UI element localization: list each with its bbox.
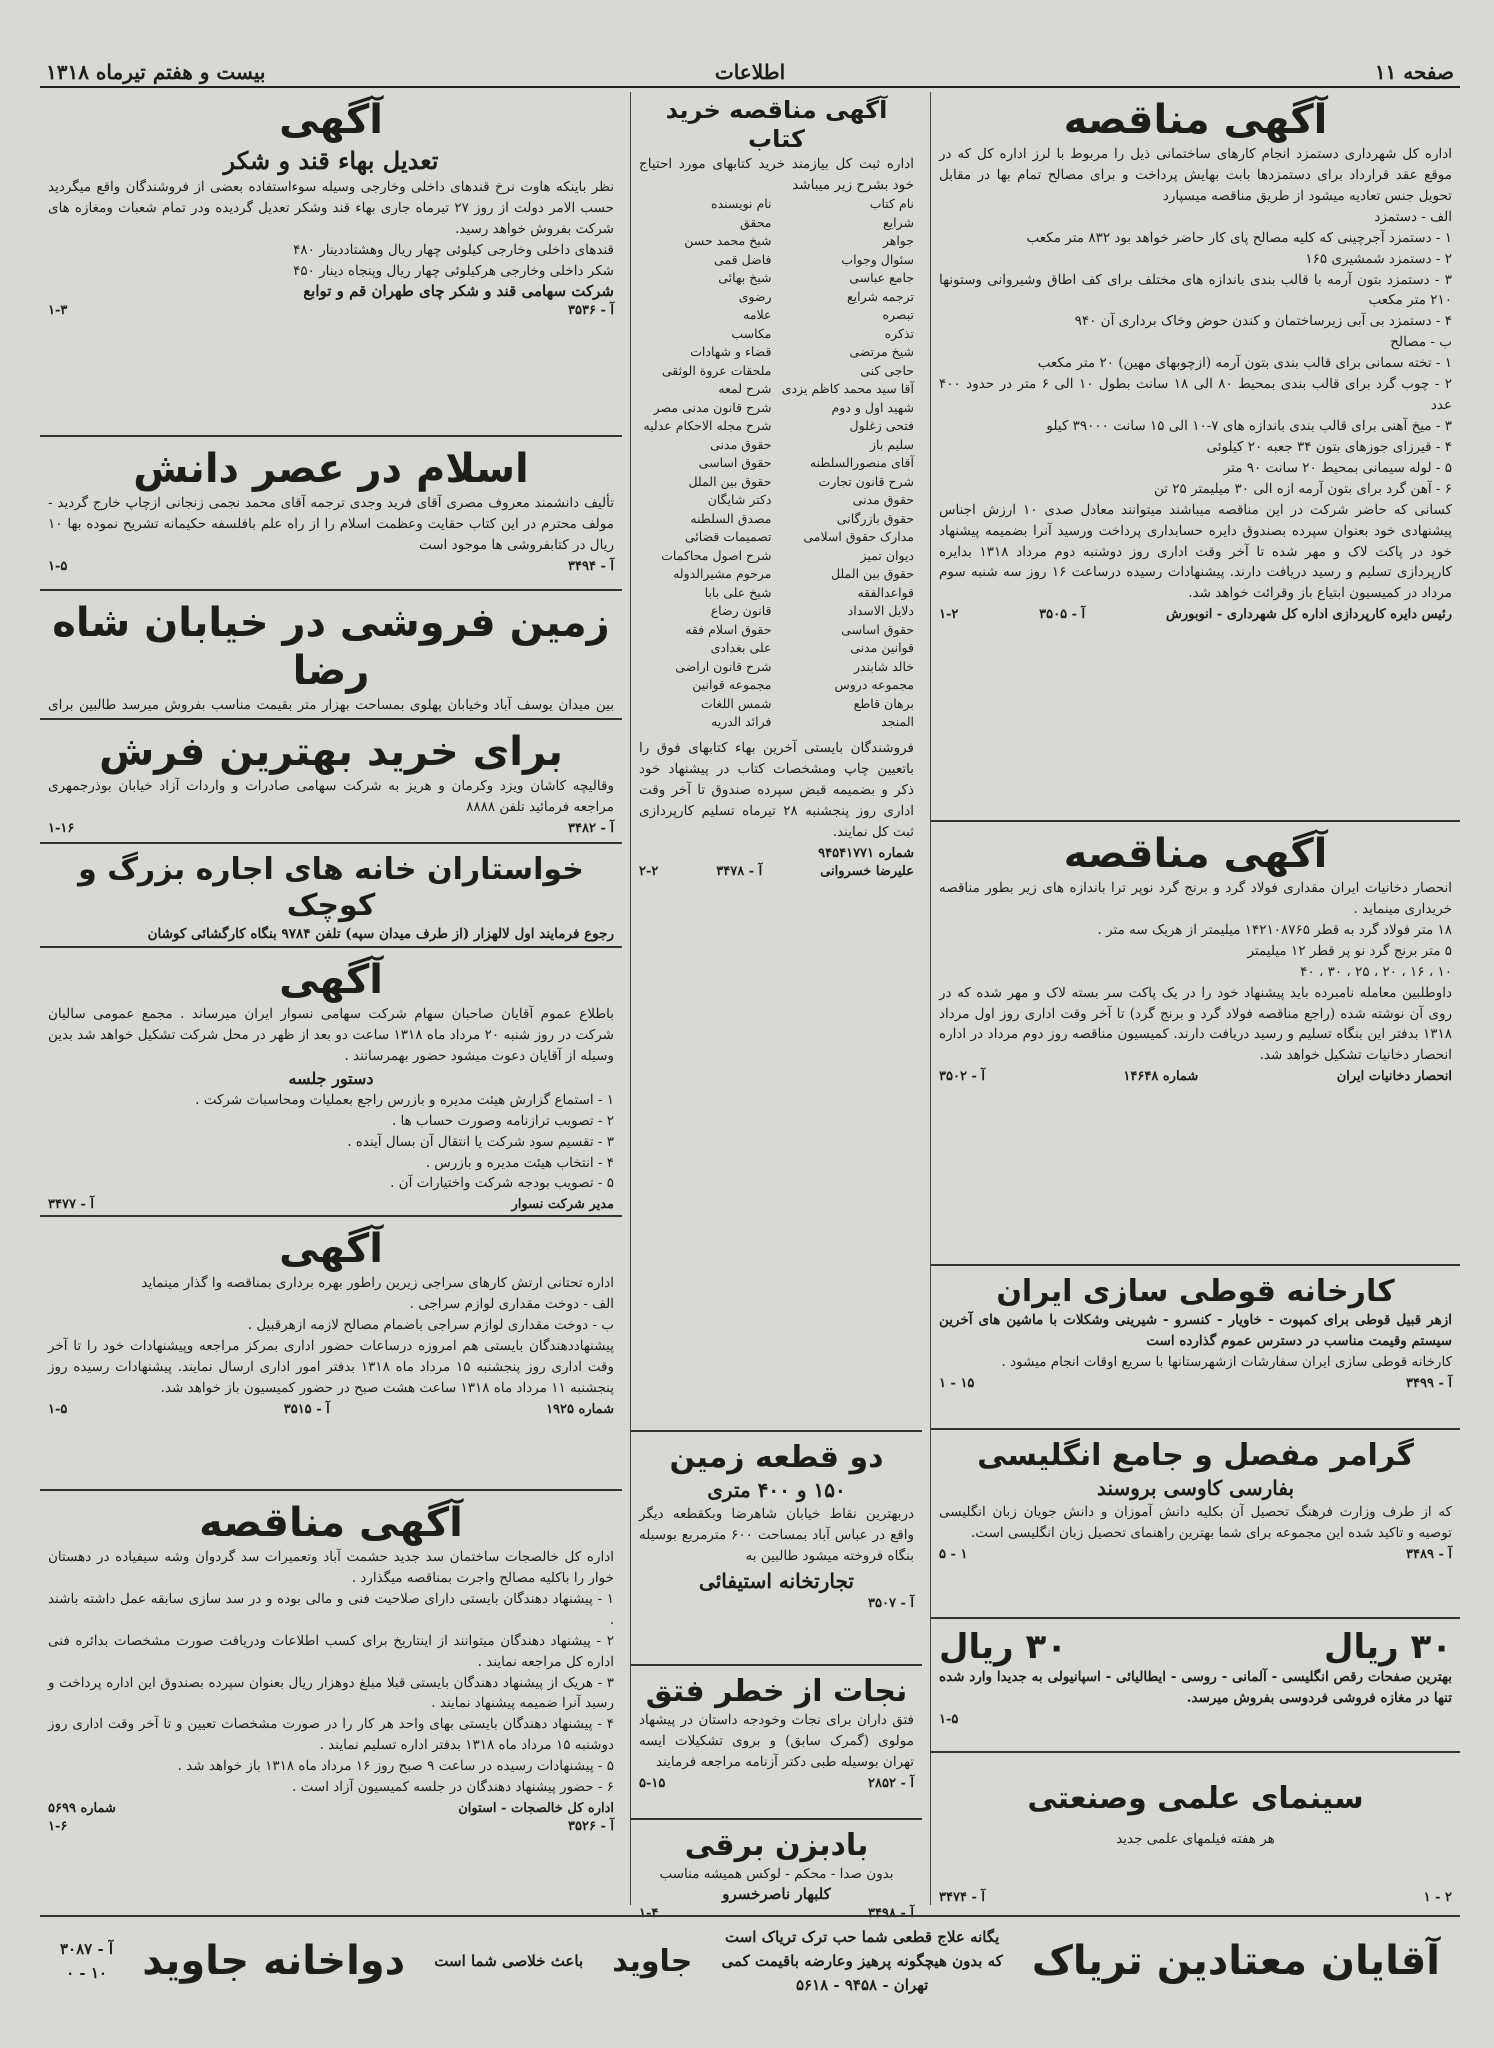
book-entry: شیخ علی بابا [704, 584, 772, 600]
ad-body: وقالیچه کاشان ویزد وکرمان و هریز به شرکت سهامی صادرات و واردات آزاد خیابان بوذرجمهری مراجعه فرمائید تلفن ۸۸۸۸ [48, 778, 614, 815]
ad-footer [939, 607, 1452, 622]
list-item: ۵ متر برنج گرد نو پر قطر ۱۲ میلیمتر [1247, 942, 1452, 959]
book-entry: شرایع [883, 214, 914, 230]
left-column [40, 92, 622, 1905]
ad-footer [939, 1890, 1452, 1905]
ad-ref: آ - ۳۴۹۹ [1406, 1375, 1452, 1391]
book-entry: شیخ محمد حسن [684, 233, 772, 249]
list-item: الف - دوخت مقداری لوازم سراجی . [409, 1295, 614, 1312]
list-item: ۱۸ متر فولاد گرد به قطر ۱۴۲۱۰۸۷۶۵ میلیمتر از هریک سه متر . [1097, 921, 1452, 938]
book-entry: رضوی [738, 288, 772, 304]
list-item: ۴ - دستمزد بی آبی زیرساختمان و کندن حوض وخاک برداری آن ۹۴۰ [1074, 313, 1452, 330]
ad-signer: کلبهار ناصرخسرو [722, 1884, 831, 1903]
list-item: ۱ - استماع گزارش هیئت مدیره و بازرس راجع بعملیات ومحاسبات شرکت . [195, 1091, 614, 1108]
ad-code: ۱-۳ [48, 302, 68, 318]
ad-ref: آ - ۳۵۰۷ [868, 1595, 914, 1611]
ad-footer [939, 1547, 1452, 1562]
book-entry: حقوق مدنی [852, 492, 914, 508]
ad-body: هر هفته فیلمهای علمی جدید [1116, 1831, 1275, 1847]
saddlery-tender-ad [40, 1221, 622, 1491]
ad-author: بفارسی کاوسی بروسند [1096, 1476, 1295, 1500]
book-entry: قانون رضاع [710, 603, 772, 619]
ad-body: که از طرف وزارت فرهنگ تحصیل آن بکلیه دانش آموزان و دانش جویان زبان انگلیسی توصیه و تاکید شده این مجموعه برای شما بهترین راهنمای تحصیل زبان انگلیسی است. [939, 1504, 1452, 1541]
ad-body: انحصار دخانیات ایران مقداری فولاد گرد و برنج گرد نوپر ترا باندازه های زیر بطور مناقصه خریداری مینماید . [939, 880, 1452, 917]
book-entry: ترجمه شرایع [847, 288, 914, 304]
ad-body: تألیف دانشمند معروف مصری آقای فرید وجدی ترجمه آقای محمد نجمی زنجانی ازچاپ خارج گردید - مولف محترم در این کتاب حقایت وعظمت اسلام را از راه علم بافلسفه حکیمانه تشریح نموده بها ۱۰ ریال در کتابفروشی ها موجود است [48, 495, 614, 553]
opium-cure-banner [40, 1915, 1460, 2005]
book-entry: حقوق اساسی [698, 455, 772, 471]
ad-ref: آ - ۲۸۵۲ [868, 1775, 914, 1791]
ad-ref: آ - ۳۵۱۵ [283, 1401, 330, 1417]
book-entry: المنجد [881, 714, 914, 730]
ad-body: باطلاع عموم آقایان صاحبان سهام شرکت سهامی نسوار ایران میرساند . مجمع عمومی سالیان شرکت در روز شنبه ۲۰ مرداد ماه ۱۳۱۸ ساعت دو بعد از ظهر در محل شرکت تشکیل خواهد شد بدین وسیله از آقایان دعوت میشود حضور بهمرسانند . [48, 1006, 614, 1064]
book-entry: حقوق بین الملل [688, 473, 772, 489]
paper-name: اطلاعات [714, 60, 786, 84]
ad-code: ۲-۲ [639, 863, 659, 879]
book-entry: شرح اصول محاکمات [661, 547, 772, 563]
ad-footer [48, 1801, 614, 1816]
book-entry: فتحی زغلول [849, 418, 914, 434]
ad-num: شماره ۹۴۵۴۱۷۷۱ [818, 845, 914, 861]
ad-num: شماره ۱۴۶۴۸ [1123, 1069, 1199, 1085]
book-entry: حقوق مدنی [710, 436, 772, 452]
carpet-ad [40, 724, 622, 844]
middle-column [630, 92, 922, 1921]
ad-title: کارخانه قوطی سازی ایران [996, 1274, 1395, 1309]
book-entry: خالد شابندر [853, 658, 914, 674]
list-item: ب - دوخت مقداری لوازم سراجی باضمام مصالح لازمه ازهرقبیل . [247, 1316, 614, 1333]
ad-body: ازهر قبیل قوطی برای کمپوت - خاویار - کنسرو - شیرینی وشکلات با ماشین های آخرین سیستم وقیمت مناسب در دسترس عموم گذارده است [939, 1312, 1452, 1349]
book-entry: شرح قانون اراضی [675, 658, 772, 674]
book-entry: مجموعه دروس [834, 677, 914, 693]
list-item: ۵ - تصویب بودجه شرکت واختیارات آن . [390, 1175, 614, 1192]
book-entry: برهان قاطع [853, 695, 914, 711]
book-list [639, 195, 914, 732]
ad-title: گرامر مفصل و جامع انگلیسی [977, 1438, 1414, 1473]
book-entry: شرح قانون تجارت [818, 473, 914, 489]
book-entry: محقق [739, 214, 772, 230]
ad-ref: آ - ۳۴۹۸ [868, 1905, 914, 1921]
ad-num: شماره ۱۹۲۵ [546, 1401, 614, 1417]
hernia-ad [631, 1670, 922, 1820]
book-entry: شرح مجله الاحکام عدلیه [643, 418, 772, 434]
ad-body: نظر باینکه هاوت نرخ قندهای داخلی وخارجی وسیله سوءاستفاده بعضی از فروشندگان واقع میگردید حسب الامر دولت از روز ۲۷ تیرماه جاری بهاء قند وشکر تعدیل گردیده ودر تمام شعبات ومغازه های شرکت بفروش خواهد رسید. [48, 179, 614, 237]
ad-code: ۱-۲ [939, 607, 959, 623]
banner-brand: جاوید [612, 1943, 693, 1979]
list-item: قندهای داخلی وخارجی کیلوئی چهار ریال وهشتاددینار ۴۸۰ [293, 241, 614, 258]
ad-intro: اداره ثبت کل بیازمند خرید کتابهای مورد احتیاج خود بشرح زیر میباشد [639, 155, 914, 193]
ad-ref: آ - ۳۴۷۸ [716, 863, 763, 879]
ad-title: خواستاران خانه های اجاره بزرگ و کوچک [78, 852, 584, 923]
ad-footer-2 [639, 864, 914, 879]
book-entry: آقا سید محمد کاظم یزدی [781, 381, 914, 397]
list-item: ۱ - دستمزد آجرچینی که کلیه مصالح پای کار حاضر خواهد بود ۸۳۲ متر مکعب [1026, 229, 1452, 246]
list-item: ۴ - انتخاب هیئت مدیره و بازرس . [425, 1154, 614, 1171]
banner-line: باعث خلاصی شما است [434, 1952, 584, 1970]
book-entry: حاجی کنی [860, 362, 914, 378]
ad-body: فروشندگان بایستی آخرین بهاء کتابهای فوق را باتعیین چاپ ومشخصات کتاب در پیشنهاد خود ذکر و بضمیمه قبض سپرده صندوق تا آخر وقت اداری روز پنجشنبه ۲۸ تیرماه تسلیم کارپردازی ثبت کل نمایند. [639, 739, 914, 840]
price-tag: ۳۰ ریال [939, 1627, 1067, 1667]
book-entry: مکاسب [731, 325, 772, 341]
ad-ref: آ - ۳۵۰۲ [939, 1069, 985, 1085]
book-entry: حقوق بازرگانی [836, 510, 914, 526]
book-entry: دیوان تمیز [860, 547, 914, 563]
ad-signer: علیرضا خسروانی [820, 863, 914, 879]
ad-ref: آ - ۳۵۲۶ [568, 1819, 614, 1835]
book-entry: شمس اللغات [700, 695, 772, 711]
ad-title: اسلام در عصر دانش [133, 446, 529, 492]
book-entry: حقوق بین الملل [830, 566, 914, 582]
ad-title: برای خرید بهترین فرش [99, 729, 563, 775]
book-entry: شیخ بهائی [718, 270, 772, 286]
book-entry: مجموعه قوانین [692, 677, 772, 693]
list-item: ۱ - پیشنهاد دهندگان بایستی دارای صلاحیت فنی و مالی بوده و در سد سازی سابقه عمل داشته باشند . [48, 1590, 614, 1628]
land-ad [631, 1436, 922, 1666]
banner-line: که بدون هیچگونه پرهیز وعارضه باقیمت کمی [721, 1952, 1003, 1970]
newspaper-page [40, 40, 1460, 2015]
ad-signer: شرکت سهامی قند و شکر چای طهران قم و توابع [303, 281, 614, 300]
ad-body-2: پیشنهاددهندگان بایستی هم امروزه درساعات حضور اداری بمرکز مراجعه وپیشنهادات خود را تا آخر وقت اداری روز پنجشنبه ۱۵ مرداد ماه ۱۳۱۸ بدفتر امور اداری ارسال نمایند. پیشنهادات رسیده روز پنجشنبه ۱۱ مرداد ماه ۱۳۱۸ ساعت هشت صبح در حضور کمیسیون باز خواهد شد. [48, 1337, 614, 1396]
ad-num: شماره ۵۶۹۹ [48, 1801, 116, 1817]
ad-body: بهترین صفحات رقص انگلیسی - آلمانی - روسی - ایطالیائی - اسپانیولی به جدیدا وارد شده تنها در مغازه فروشی فردوسی بفروش میرسد. [939, 1669, 1452, 1706]
list-item: ۳ - تقسیم سود شرکت یا انتقال آن بسال آینده . [347, 1133, 614, 1150]
ad-code: ۱-۵ [48, 558, 68, 574]
grammar-book-ad [931, 1434, 1460, 1619]
ad-title: آگهی مناقصه [199, 1500, 463, 1546]
book-entry: تصمیمات قضائی [684, 529, 772, 545]
book-entry: نام کتاب [869, 196, 914, 212]
ad-body: اداره کل خالصجات ساختمان سد جدید حشمت آباد وتعمیرات سد گردوان وشه سیفیاده در دهستان خوار را باکلیه مصالح واجرت بمناقصه میگذارد . [48, 1549, 614, 1586]
ad-body: دربهترین نقاط خیابان شاهرضا وبکقطعه دیگر واقع در عباس آباد بمساحت ۶۰۰ مترمربع بوسیله بنگاه فروخته میشود طالبین به [639, 1506, 914, 1564]
ad-body-2: داوطلبین معامله نامبرده باید پیشنهاد خود را در یک پاکت سر بسته لاک و مهر شده که در روی آن نوشته شده (راجع مناقصه فولاد گرد و برنج گرد) تا آخر وقت اداری روز اول مرداد ۱۳۱۸ بدفتر این بنگاه تسلیم و رسید دریافت دارند. کمیسیون مناقصه روز دوم مرداد در اداره انحصار دخانیات تشکیل خواهد شد. [939, 984, 1452, 1064]
list-item: ۱۰ ، ۱۶ ، ۲۰ ، ۲۵ ، ۳۰ ، ۴۰ [1300, 963, 1452, 980]
ad-footer [939, 1376, 1452, 1391]
ad-footer [639, 1776, 914, 1791]
ad-signer: رئیس دایره کارپردازی اداره کل شهرداری - انوبورش [1165, 607, 1452, 623]
ad-footer [48, 1402, 614, 1417]
list-item: ب - مصالح [1390, 334, 1452, 351]
shareholders-meeting-ad [40, 952, 622, 1217]
price-tag: ۳۰ ریال [1324, 1627, 1452, 1667]
ad-items [939, 207, 1452, 500]
ad-footer [48, 1197, 614, 1212]
list-item: ۲ - دستمزد شمشیری ۱۶۵ [1305, 250, 1452, 267]
list-item: ۶ - حضور پیشنهاد دهندگان در جلسه کمیسیون آزاد است . [292, 1779, 614, 1796]
list-item: ۶ - آهن گرد برای بتون آرمه ازه الی ۳۰ میلیمتر ۲۵ تن [1153, 480, 1452, 497]
page-number: صفحه ۱۱ [1374, 60, 1454, 84]
banner-middle-2 [434, 1949, 583, 1973]
ad-title: آگهی [279, 1226, 383, 1272]
ad-title: آگهی مناقصه [1063, 97, 1328, 143]
ad-contact: تجارتخانه استیفائی [699, 1568, 854, 1593]
ad-code: ۱۰ - ۰ [66, 1964, 107, 1982]
book-entry: شرح لمعه [718, 381, 772, 397]
book-entry: قضاء و شهادات [690, 344, 772, 360]
book-entry: سئوال وجواب [841, 251, 914, 267]
ad-code: ۱-۴ [639, 1905, 659, 1921]
book-entry: شهید اول و دوم [831, 399, 914, 415]
ad-code: ۲ - ۱ [1423, 1889, 1452, 1905]
ad-title: بادبزن برقی [684, 1828, 869, 1863]
ad-footer-2 [48, 1819, 614, 1834]
book-entry: فاضل قمی [714, 251, 772, 267]
list-item: ۲ - پیشنهاد دهندگان میتوانند از اینتاریخ برای کسب اطلاعات ودریافت صورت مشخصات بدائره فنی اداره کل مراجعه نمایند . [48, 1632, 614, 1670]
list-item: ۵ - لوله سیمانی بمحیط ۲۰ سانت ۹۰ متر [1223, 459, 1452, 476]
ad-title: آگهی مناقصه خرید کتاب [665, 96, 888, 153]
book-entry: سلیم باز [869, 436, 914, 452]
ad-title: نجات از خطر فتق [645, 1674, 908, 1709]
ad-signer: انحصار دخانیات ایران [1336, 1069, 1452, 1085]
right-column [930, 92, 1460, 1905]
book-entry: دلایل الاسداد [847, 603, 914, 619]
ad-title: آگهی [279, 957, 383, 1003]
dam-tender-ad [40, 1495, 622, 1967]
ad-title: زمین فروشی در خیابان شاه رضا [52, 600, 610, 694]
book-entry: علی بغدادی [710, 640, 772, 656]
book-entry: فرائد الدریه [711, 714, 772, 730]
ad-footer [939, 1069, 1452, 1084]
ad-ref: آ - ۳۴۸۲ [568, 820, 614, 836]
list-item: ۳ - هریک از پیشنهاد دهندگان بایستی قبلا مبلغ دوهزار ریال بعنوان سپرده بصندوق این اداره پرداخت و رسید آنرا ضمیمه پیشنهاد نمایند . [48, 1674, 614, 1712]
ad-body: اداره تحتانی ارتش کارهای سراجی زیرین راطور بهره برداری بمناقصه وا گذار مینماید [141, 1275, 614, 1291]
ad-ref: آ - ۳۴۷۷ [48, 1197, 94, 1213]
ad-ref: آ - ۳۴۸۹ [1406, 1546, 1452, 1562]
book-entry: قوانین مدنی [850, 640, 914, 656]
ad-title: سینمای علمی وصنعتی [1027, 1781, 1364, 1816]
ad-signer: مدیر شرکت نسوار [511, 1197, 614, 1213]
ad-code: ۱-۵ [48, 1401, 68, 1417]
ad-ref: آ - ۳۴۹۴ [568, 558, 614, 574]
book-entry: حقوق اسلام فقه [685, 621, 772, 637]
page-header [40, 58, 1460, 88]
ad-code: ۵-۱۵ [639, 1775, 666, 1791]
book-entry: شیخ مرتضی [849, 344, 914, 360]
ad-body: فتق داران برای نجات وخودجه داستان در پیشهاد مولوی (گمرک سابق) و بروی تشکیلات ایسه تهران بوسیله طبی دکتر آزنامه مراجعه فرمایند [639, 1712, 914, 1770]
records-ad [931, 1623, 1460, 1753]
book-entry: تذکره [884, 325, 914, 341]
book-entry: مصدق السلطنه [690, 510, 772, 526]
list-item: ۳ - دستمزد بتون آرمه با قالب بندی باندازه های مختلف برای کف اطاق وشیروانی وستونها ۲۱۰ متر مکعب [939, 271, 1452, 309]
tender-ad-2 [931, 826, 1460, 1266]
tender-ad-1 [931, 92, 1460, 822]
book-entry: مدارک حقوق اسلامی [803, 529, 914, 545]
banner-headline: آقایان معتادین تریاک [1031, 1938, 1440, 1984]
ad-footer [48, 303, 614, 318]
ad-ref: آ - ۳۵۰۵ [1039, 607, 1086, 623]
list-item: الف - دستمزد [1374, 208, 1452, 225]
book-entry: ملحقات عروة الوثقی [661, 362, 772, 378]
agenda-title: دستور جلسه [288, 1068, 374, 1088]
issue-date: بیست و هفتم تیرماه ۱۳۱۸ [46, 60, 266, 84]
ad-sub: تعدیل بهاء قند و شکر [223, 146, 439, 175]
banner-line: تهران - ۹۴۵۸ - ۵۶۱۸ [795, 1976, 929, 1994]
list-item: شکر داخلی وخارجی هرکیلوئی چهار ریال وپنجاه دینار ۴۵۰ [293, 262, 614, 279]
ad-footer [639, 846, 914, 861]
ad-code: ۱۵ - ۱ [939, 1375, 975, 1391]
ad-ref: آ - ۳۰۸۷ [60, 1940, 114, 1958]
book-entry: حقوق اساسی [841, 621, 914, 637]
price-row [939, 1627, 1452, 1667]
list-item: ۱ - تخته سمانی برای قالب بندی بتون آرمه (ازچوبهای مهین) ۲۰ متر مکعب [1037, 355, 1452, 372]
can-factory-ad [931, 1270, 1460, 1430]
ad-footer [939, 1712, 1452, 1727]
rental-houses-ad [40, 848, 622, 948]
ad-signer: اداره کل خالصجات - استوان [458, 1801, 614, 1817]
book-islam-ad [40, 441, 622, 591]
book-entry: مرحوم مشیرالدوله [673, 566, 772, 582]
land-sale-ad [40, 595, 622, 720]
book-entry: قواعدالفقه [857, 584, 914, 600]
book-entry: علامه [743, 307, 772, 323]
ad-sub: ۱۵۰ و ۴۰۰ متری [707, 1478, 846, 1502]
ad-body: رجوع فرمایند اول لالهزار (از طرف میدان سپه) تلفن ۹۷۸۴ بنگاه کارگشائی کوشان [147, 926, 614, 942]
list-item: ۴ - قیرزای جوزهای بتون ۳۴ جعبه ۲۰ کیلوئی [1206, 438, 1452, 455]
ad-body: بین میدان یوسف آباد وخیابان پهلوی بمساحت بهزار متر بقیمت مناسب بفروش میرسد طالبین برای [48, 697, 614, 713]
ad-body: اداره کل شهرداری دستمزد انجام کارهای ساختمانی ذیل را مربوط با لرز اداره کل که در موقع عقد قرارداد برای دستمزدها بابت بهایش پرداخت و برای مصالح تمام بها در مقابل تحویل جنس تعادیه میشود از طریق مناقصه میسپارد [939, 146, 1452, 204]
list-item: ۲ - چوب گرد برای قالب بندی بمحیط ۸۰ الی ۱۸ سانت بطول ۱۰ الی ۶ متر در حدود ۴۰۰ عدد [939, 376, 1453, 414]
book-entry: نام نویسنده [711, 196, 772, 212]
ad-ref: آ - ۳۴۷۴ [939, 1889, 985, 1905]
ad-title: آگهی مناقصه [1063, 831, 1328, 877]
list-item: ۲ - تصویب ترازنامه وصورت حساب ها . [391, 1112, 614, 1129]
ad-ref: آ - ۳۵۳۶ [568, 302, 614, 318]
book-tender-ad [631, 92, 922, 1432]
ad-code: ۱-۵ [939, 1711, 959, 1727]
book-entry: دکتر شایگان [707, 492, 772, 508]
book-entry: آقای منصورالسلطنه [809, 455, 914, 471]
ad-footer [639, 1596, 914, 1611]
banner-middle [721, 1925, 1002, 1997]
ad-title: آگهی [279, 97, 383, 143]
book-entry: جواهر [882, 233, 914, 249]
list-item: ۴ - پیشنهاد دهندگان بایستی بهای واحد هر کار را در صورت مشخصات تعیین و تا آخر وقت اداری روز دوشنبه ۱۵ مرداد ماه ۱۳۱۸ بدفتر اداره تسلیم نمایند . [48, 1716, 614, 1754]
ad-body-2: کارخانه قوطی سازی ایران سفارشات ازشهرستانها با سریع اوقات انجام میشود . [1001, 1353, 1452, 1370]
ad-body-2: کسانی که حاضر شرکت در این مناقصه میباشند میتوانند معادل صدی ۱۰ ارزش اجناس پیشنهادی خود بعنوان سپرده بصندوق دایره حسابداری پرداخت ورسید آنرا بضمیمه پیشنهاد خود در پاکت لاک و مهر شده تا آخر وقت اداری روز دوشنبه دوم مرداد ۱۳۱۸ بدایره کارپردازی تسلیم و رسید دریافت دارند. پیشنهادات رسیده درساعت ۱۶ روز سه شنبه سوم مرداد در کمیسیون ابتیاع باز وقرائت خواهد شد. [939, 501, 1452, 602]
list-item: ۵ - پیشنهادات رسیده در ساعت ۹ صبح روز ۱۶ مرداد ماه ۱۳۱۸ باز خواهد شد . [177, 1758, 614, 1775]
ad-code: ۱ - ۵ [939, 1546, 968, 1562]
sugar-price-ad [40, 92, 622, 437]
ad-body: بدون صدا - محکم - لوکس همیشه مناسب [659, 1866, 894, 1882]
banner-ref [60, 1937, 113, 1985]
ad-footer [48, 559, 614, 574]
ad-code: ۱-۶ [48, 1819, 68, 1835]
ad-code: ۱-۱۶ [48, 820, 75, 836]
book-entry: جامع عباسی [849, 270, 914, 286]
ad-title: دو قطعه زمین [669, 1440, 884, 1475]
list-item: ۳ - میخ آهنی برای قالب بندی باندازه های ۷-۱۰ الی ۱۵ سانت ۳۹۰۰۰ کیلو [1046, 417, 1452, 434]
ad-footer [48, 821, 614, 836]
banner-pharmacy: دواخانه جاوید [142, 1938, 406, 1984]
book-entry: تبصره [882, 307, 914, 323]
book-entry: شرح قانون مدنی مصر [653, 399, 772, 415]
banner-line: یگانه علاج قطعی شما حب ترک تریاک است [724, 1928, 1000, 1946]
